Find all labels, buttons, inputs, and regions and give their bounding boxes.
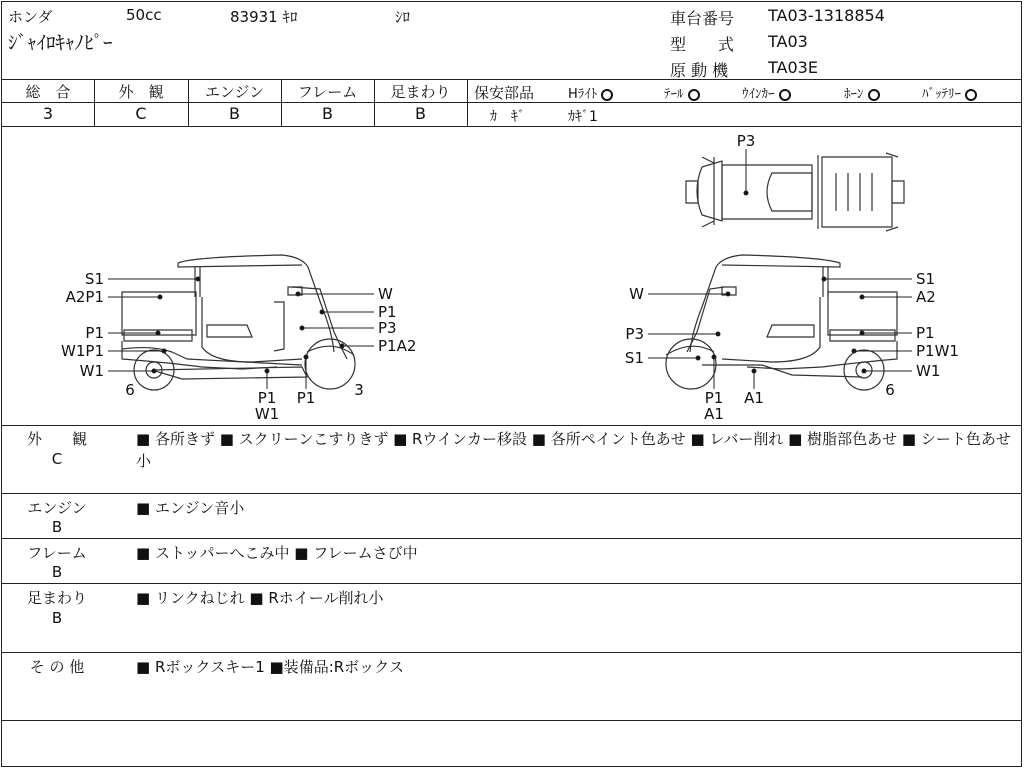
safety-item-battery: ﾊﾞｯﾃﾘｰ [922,83,977,102]
remark-label-suspension: 足まわり [26,589,87,607]
diagram-label: A2 [916,288,936,306]
safety-item-headlight: Hﾗｲﾄ [568,83,613,102]
diagram-label: P1 [704,389,724,407]
engine-value: TA03E [768,58,818,77]
safety-item-horn: ﾎｰﾝ [844,83,880,102]
diagram-label: W1P1 [61,342,104,360]
remark-label-engine: エンジン [27,499,87,517]
remark-label-other: そ の 他 [29,658,85,676]
diagram-label: 6 [125,381,135,399]
diagram-label: W1 [254,405,280,423]
divider [467,79,468,126]
diagram-label: W1 [79,362,104,380]
diagram-label: A1 [704,405,724,423]
remark-grade-suspension: B [51,609,63,627]
safety-item-tail: ﾃｰﾙ [664,83,700,102]
diagram-label: S1 [84,270,104,288]
diagram-label: S1 [916,270,936,288]
type-value: TA03 [768,32,808,51]
chassis-value: TA03-1318854 [768,6,885,25]
divider [2,425,1021,426]
diagram-label: 3 [354,381,364,399]
diagram-label: P3 [736,132,756,150]
divider [2,720,1021,721]
scooter-top-view [686,153,904,231]
diagram-label: P1 [296,389,316,407]
type-label: 型 式 [670,35,735,54]
safety-item-winker: ｳｲﾝｶｰ [742,83,791,102]
ok-mark-icon [688,89,700,101]
chassis-label: 車台番号 [670,9,735,28]
grade-label-exterior: 外 観 [118,83,164,101]
remark-text-frame: ■ ストッパーへこみ中 ■ フレームさび中 [136,544,418,562]
ok-mark-icon [601,89,613,101]
diagram-label: P1 [378,303,397,321]
key-value: ｶｷﾞ1 [568,109,598,125]
remark-grade-exterior: C [51,450,63,468]
color: ｼﾛ [395,8,411,26]
diagram-label: P1 [257,389,277,407]
mileage: 83931 ｷﾛ [230,8,298,26]
grade-value-exterior: C [135,104,147,123]
diagram-label: W [378,285,393,303]
engine-label: 原 動 機 [670,61,729,80]
remark-label-frame: フレーム [27,544,87,562]
ok-mark-icon [868,89,880,101]
diagram-label: A1 [744,389,764,407]
grade-value-suspension: B [415,104,426,123]
diagram-label: A2P1 [65,288,104,306]
diagram-label: P1A2 [378,337,417,355]
grade-label-suspension: 足まわり [390,83,451,101]
remark-text-engine: ■ エンジン音小 [136,499,245,517]
grade-label-overall: 総 合 [25,83,71,101]
key-label: ｶ ｷﾞ [490,109,525,125]
safety-title: 保安部品 [474,84,535,102]
remark-text-exterior: ■ 各所きず ■ スクリーンこすりきず ■ Rウインカー移設 ■ 各所ペイント色あせ ■ レバー削れ ■ 樹脂部色あせ ■ シート色あせ小 [136,430,1011,470]
model-name: ｼﾞｬｲﾛｷｬﾉﾋﾟｰ [8,32,113,54]
ok-mark-icon [965,89,977,101]
diagram-label: W [629,285,644,303]
engine-cc: 50cc [126,6,162,24]
diagram-label: P3 [625,325,644,343]
grade-value-engine: B [229,104,240,123]
grade-value-overall: 3 [42,104,54,123]
divider [2,538,1021,539]
damage-diagram [2,127,1021,425]
divider [2,79,1021,80]
diagram-label: W1 [916,362,941,380]
scooter-left-side-view [122,255,355,390]
remark-grade-frame: B [51,563,63,581]
grade-label-engine: エンジン [204,83,265,101]
divider [2,583,1021,584]
diagram-label: 6 [885,381,895,399]
divider [2,493,1021,494]
remark-label-exterior: 外 観 [26,430,87,448]
ok-mark-icon [779,89,791,101]
diagram-label: P3 [378,319,397,337]
remark-text-other: ■ Rボックスキー1 ■装備品:Rボックス [136,658,405,676]
inspection-sheet [1,1,1022,767]
divider [2,652,1021,653]
grade-label-frame: フレーム [297,83,358,101]
maker: ホンダ [8,8,53,26]
diagram-label: S1 [624,349,644,367]
diagram-label: P1 [85,324,104,342]
remark-text-suspension: ■ リンクねじれ ■ Rホイール削れ小 [136,589,384,607]
grade-value-frame: B [322,104,333,123]
diagram-label: P1W1 [916,342,959,360]
remark-grade-engine: B [51,518,63,536]
diagram-label: P1 [916,324,935,342]
